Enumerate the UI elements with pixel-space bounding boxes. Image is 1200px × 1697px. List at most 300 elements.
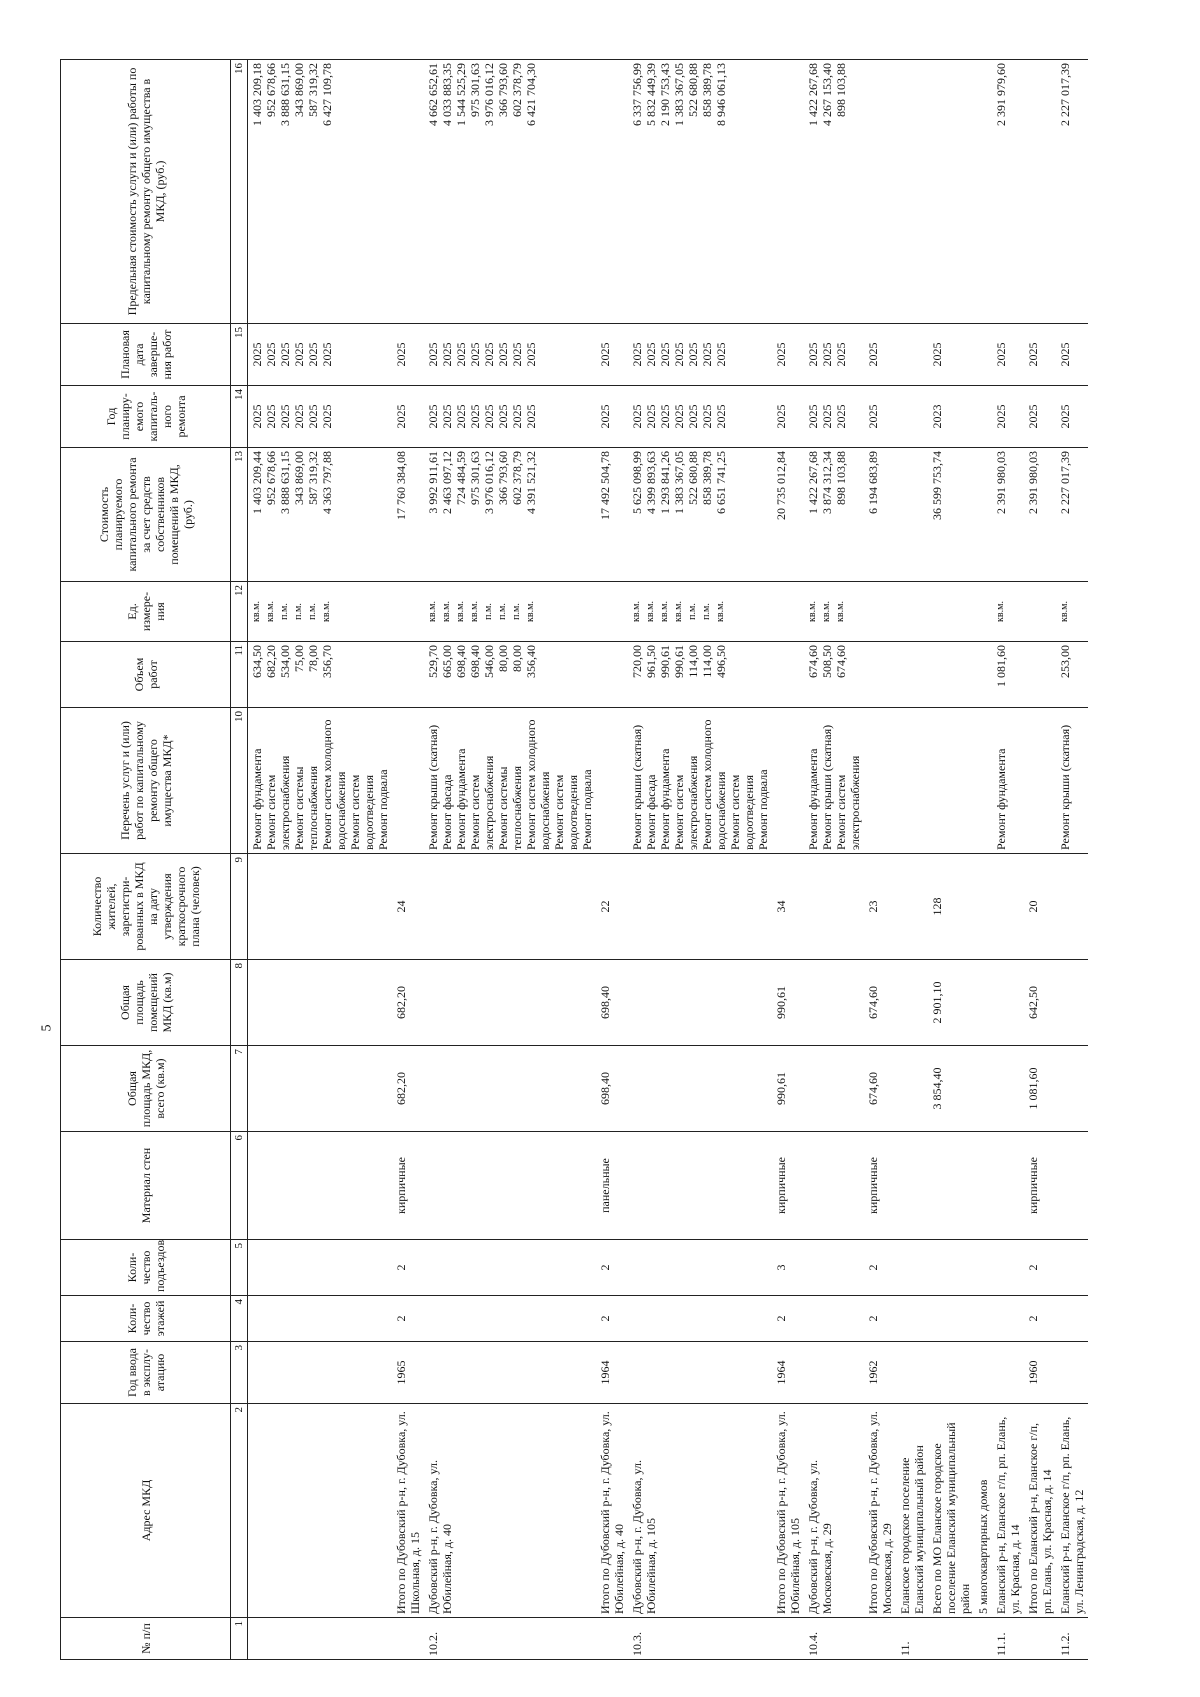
row-end-date-line: 2025	[440, 342, 454, 367]
row-works-line: Ремонт систем электроснабжения	[672, 755, 700, 850]
row-works	[992, 708, 1024, 854]
header-residents: Количество жителей, зарегистри-рованных в МКД на дату утверждения краткосрочного плана (человек)	[61, 854, 231, 960]
row-year	[992, 1342, 1024, 1404]
row-repair-year-line: 2025	[524, 404, 538, 429]
row-unit-line: п.м.	[279, 603, 290, 620]
row-works-line: Ремонт подвала	[580, 769, 594, 850]
row-limit-cost	[992, 60, 1024, 324]
row-end-date	[248, 324, 393, 386]
row-end-date-line: 2025	[394, 342, 408, 367]
row-area-total	[628, 1046, 772, 1132]
row-volume-line: 665,00	[440, 645, 454, 678]
row-repair-year-line: 2025	[644, 404, 658, 429]
row-area-total: 674,60	[864, 1046, 896, 1132]
row-limit-cost-line: 858 389,78	[700, 63, 714, 117]
row-end-date-line: 2025	[930, 342, 944, 367]
row-volume	[1024, 642, 1056, 708]
row-volume-line: 114,00	[686, 645, 700, 678]
row-limit-cost	[974, 60, 992, 324]
row-cost-line: 20 735 012,84	[774, 451, 788, 520]
row-volume	[1056, 642, 1088, 708]
header-walls: Материал стен	[61, 1132, 231, 1240]
row-floors	[928, 1296, 974, 1342]
row-entrances	[1056, 1240, 1088, 1296]
row-works	[772, 708, 804, 854]
row-area-rooms: 682,20	[392, 960, 424, 1046]
row-floors	[804, 1296, 864, 1342]
row-cost-line: 975 301,63	[468, 451, 482, 505]
row-year	[424, 1342, 596, 1404]
row-residents	[896, 854, 928, 960]
row-address: Итого по Дубовский р-н, г. Дубовка, ул. Московская, д. 29	[864, 1404, 896, 1618]
row-area-rooms: 674,60	[864, 960, 896, 1046]
row-year: 1965	[392, 1342, 424, 1404]
row-floors: 2	[392, 1296, 424, 1342]
row-limit-cost-line: 4 033 883,35	[440, 63, 454, 126]
row-end-date-line: 2025	[834, 342, 848, 367]
row-repair-year-line: 2025	[278, 404, 292, 429]
row-floors	[424, 1296, 596, 1342]
row-entrances	[974, 1240, 992, 1296]
row-works-line: Ремонт систем водоотведения	[552, 774, 580, 850]
colnum: 4	[231, 1296, 248, 1342]
row-walls: кирпичные	[1024, 1132, 1056, 1240]
row-volume-line: 534,00	[278, 645, 292, 678]
row-cost-line: 2 227 017,39	[1058, 451, 1072, 514]
table-row	[424, 60, 596, 1660]
colnum: 2	[231, 1404, 248, 1618]
row-repair-year-line: 2025	[482, 404, 496, 429]
row-year	[628, 1342, 772, 1404]
colnum: 11	[231, 642, 248, 708]
row-volume-line: 496,50	[714, 645, 728, 678]
table-body	[248, 60, 1089, 1660]
row-address: Дубовский р-н, г. Дубовка, ул. Юбилейная, д. 105	[628, 1404, 772, 1618]
row-limit-cost-line: 587 319,32	[306, 63, 320, 117]
row-end-date-line: 2025	[250, 342, 264, 367]
row-limit-cost-line: 5 832 449,39	[644, 63, 658, 126]
row-repair-year-line: 2025	[468, 404, 482, 429]
row-volume-line: 80,00	[510, 645, 524, 672]
row-cost-line: 952 678,66	[264, 451, 278, 505]
row-end-date-line: 2025	[630, 342, 644, 367]
row-repair-year	[628, 386, 772, 448]
row-number: 11.2.	[1056, 1618, 1088, 1660]
row-entrances	[804, 1240, 864, 1296]
row-end-date-line: 2025	[714, 342, 728, 367]
row-repair-year-line: 2023	[930, 404, 944, 429]
row-limit-cost	[772, 60, 804, 324]
row-limit-cost-line: 4 662 652,61	[426, 63, 440, 126]
row-unit-line: кв.м.	[835, 601, 846, 622]
row-unit	[392, 582, 424, 642]
row-works	[392, 708, 424, 854]
row-residents: 128	[928, 854, 974, 960]
row-cost-line: 522 680,88	[686, 451, 700, 505]
row-address: Дубовский р-н, г. Дубовка, ул. Московская, д. 29	[804, 1404, 864, 1618]
row-repair-year-line: 2025	[994, 404, 1008, 429]
row-volume-line: 1 081,60	[994, 645, 1008, 687]
row-works	[596, 708, 628, 854]
row-cost-line: 2 391 980,03	[994, 451, 1008, 514]
row-unit	[864, 582, 896, 642]
row-unit-line: п.м.	[701, 603, 712, 620]
row-end-date-line: 2025	[644, 342, 658, 367]
row-works	[896, 708, 928, 854]
row-limit-cost-line: 343 869,00	[292, 63, 306, 117]
row-area-total	[1056, 1046, 1088, 1132]
row-volume-line: 529,70	[426, 645, 440, 678]
row-end-date-line: 2025	[454, 342, 468, 367]
row-area-rooms	[974, 960, 992, 1046]
row-limit-cost	[392, 60, 424, 324]
row-cost-line: 858 389,78	[700, 451, 714, 505]
row-entrances	[424, 1240, 596, 1296]
row-cost-line: 366 793,60	[496, 451, 510, 505]
row-volume	[804, 642, 864, 708]
row-volume-line: 990,61	[672, 645, 686, 678]
row-number	[864, 1618, 896, 1660]
row-repair-year-line: 2025	[672, 404, 686, 429]
row-area-total	[248, 1046, 393, 1132]
colnum: 13	[231, 448, 248, 582]
row-limit-cost	[248, 60, 393, 324]
row-area-total: 682,20	[392, 1046, 424, 1132]
header-area-total: Общая площадь МКД, всего (кв.м)	[61, 1046, 231, 1132]
row-entrances	[928, 1240, 974, 1296]
table-row	[992, 60, 1024, 1660]
row-end-date-line: 2025	[306, 342, 320, 367]
row-unit-line: кв.м.	[525, 601, 536, 622]
row-repair-year-line: 2025	[250, 404, 264, 429]
row-floors	[896, 1296, 928, 1342]
row-unit-line: кв.м.	[441, 601, 452, 622]
row-walls	[804, 1132, 864, 1240]
row-year	[896, 1342, 928, 1404]
row-cost-line: 6 651 741,25	[714, 451, 728, 514]
row-number: 10.2.	[424, 1618, 596, 1660]
row-works-line: Ремонт систем электроснабжения	[834, 755, 862, 850]
row-limit-cost-line	[598, 63, 612, 320]
row-residents	[248, 854, 393, 960]
row-volume-line: 80,00	[496, 645, 510, 672]
row-repair-year-line: 2025	[320, 404, 334, 429]
row-cost	[392, 448, 424, 582]
row-unit-line: кв.м.	[1059, 601, 1070, 622]
row-volume-line: 78,00	[306, 645, 320, 672]
row-end-date	[596, 324, 628, 386]
row-works-line: Ремонт крыши (скатная)	[426, 724, 440, 850]
row-area-total	[974, 1046, 992, 1132]
row-address: Всего по МО Еланское городское поселение Еланский муниципальный район	[928, 1404, 974, 1618]
row-unit-line: п.м.	[293, 603, 304, 620]
row-volume-line: 508,50	[820, 645, 834, 678]
row-walls	[1056, 1132, 1088, 1240]
row-works	[864, 708, 896, 854]
row-end-date-line: 2025	[866, 342, 880, 367]
colnum: 7	[231, 1046, 248, 1132]
header-address: Адрес МКД	[61, 1404, 231, 1618]
row-area-total	[992, 1046, 1024, 1132]
row-cost-line: 898 103,88	[834, 451, 848, 505]
row-cost	[424, 448, 596, 582]
row-works-line: Ремонт фундамента	[806, 748, 820, 850]
row-repair-year-line: 2025	[658, 404, 672, 429]
header-year: Год ввода в эксплу-атацию	[61, 1342, 231, 1404]
row-end-date-line: 2025	[426, 342, 440, 367]
row-number	[596, 1618, 628, 1660]
row-cost-line: 587 319,32	[306, 451, 320, 505]
row-cost	[1024, 448, 1056, 582]
row-repair-year-line: 2025	[598, 404, 612, 429]
row-works-line: Ремонт системы теплоснабжения	[496, 766, 524, 850]
row-repair-year-line: 2025	[630, 404, 644, 429]
table-row	[896, 60, 928, 1660]
row-entrances: 3	[772, 1240, 804, 1296]
row-unit-line: кв.м.	[673, 601, 684, 622]
row-cost-line: 36 599 753,74	[930, 451, 944, 520]
colnum: 5	[231, 1240, 248, 1296]
row-end-date-line: 2025	[686, 342, 700, 367]
row-works-line: Ремонт крыши (скатная)	[1058, 724, 1072, 850]
row-volume-line: 114,00	[700, 645, 714, 678]
rotated-page-content	[60, 60, 1140, 1660]
row-works-line: Ремонт фундамента	[454, 748, 468, 850]
row-cost	[992, 448, 1024, 582]
row-volume-line: 682,20	[264, 645, 278, 678]
row-walls	[928, 1132, 974, 1240]
row-limit-cost-line: 6 421 704,30	[524, 63, 538, 126]
row-works-line: Ремонт системы теплоснабжения	[292, 766, 320, 850]
row-year	[248, 1342, 393, 1404]
row-address: Еланский р-н, Еланское г/п, рп. Елань, ул. Красная, д. 14	[992, 1404, 1024, 1618]
row-limit-cost	[628, 60, 772, 324]
row-limit-cost	[424, 60, 596, 324]
row-volume-line: 253,00	[1058, 645, 1072, 678]
row-area-rooms	[628, 960, 772, 1046]
row-limit-cost	[864, 60, 896, 324]
row-volume-line: 698,40	[454, 645, 468, 678]
row-floors	[992, 1296, 1024, 1342]
row-limit-cost-line: 2 391 979,60	[994, 63, 1008, 126]
header-cost: Стоимость планируемого капитального ремонта за счет средств собственников помещений в МКД, (руб.)	[61, 448, 231, 582]
row-repair-year	[248, 386, 393, 448]
row-floors: 2	[864, 1296, 896, 1342]
row-residents	[992, 854, 1024, 960]
row-walls	[896, 1132, 928, 1240]
row-unit-line: кв.м.	[455, 601, 466, 622]
row-unit-line: кв.м.	[469, 601, 480, 622]
row-unit	[974, 582, 992, 642]
row-cost-line: 3 874 312,34	[820, 451, 834, 514]
row-end-date	[772, 324, 804, 386]
row-volume	[928, 642, 974, 708]
row-end-date	[928, 324, 974, 386]
row-end-date-line: 2025	[510, 342, 524, 367]
row-year: 1962	[864, 1342, 896, 1404]
row-number: 10.3.	[628, 1618, 772, 1660]
row-unit	[596, 582, 628, 642]
row-walls: кирпичные	[772, 1132, 804, 1240]
row-repair-year	[596, 386, 628, 448]
row-limit-cost	[896, 60, 928, 324]
row-unit	[424, 582, 596, 642]
row-address: Итого по Дубовский р-н, г. Дубовка, ул. Школьная, д. 15	[392, 1404, 424, 1618]
row-cost-line: 6 194 683,89	[866, 451, 880, 514]
row-works	[928, 708, 974, 854]
row-repair-year-line: 2025	[686, 404, 700, 429]
page-number: 5	[39, 1024, 55, 1032]
row-limit-cost-line: 8 946 061,13	[714, 63, 728, 126]
row-end-date-line: 2025	[672, 342, 686, 367]
row-number	[1024, 1618, 1056, 1660]
row-works	[974, 708, 992, 854]
table-row	[974, 60, 992, 1660]
row-end-date-line: 2025	[1026, 342, 1040, 367]
row-unit-line: кв.м.	[251, 601, 262, 622]
header-row	[61, 60, 231, 1660]
row-unit	[896, 582, 928, 642]
row-works	[1056, 708, 1088, 854]
row-floors: 2	[772, 1296, 804, 1342]
row-residents: 34	[772, 854, 804, 960]
row-area-total	[896, 1046, 928, 1132]
row-end-date	[628, 324, 772, 386]
row-number	[392, 1618, 424, 1660]
row-limit-cost	[596, 60, 628, 324]
row-repair-year-line: 2025	[292, 404, 306, 429]
row-cost-line: 3 888 631,15	[278, 451, 292, 514]
row-area-rooms	[424, 960, 596, 1046]
row-cost-line: 1 293 841,26	[658, 451, 672, 514]
row-works-line: Ремонт фасада	[644, 774, 658, 850]
table-row	[1056, 60, 1088, 1660]
row-limit-cost-line	[1026, 63, 1040, 320]
row-cost-line: 1 383 367,05	[672, 451, 686, 514]
row-limit-cost-line	[774, 63, 788, 320]
row-number	[248, 1618, 393, 1660]
row-limit-cost-line: 522 680,88	[686, 63, 700, 117]
row-end-date	[804, 324, 864, 386]
row-limit-cost-line: 3 888 631,15	[278, 63, 292, 126]
row-end-date-line: 2025	[320, 342, 334, 367]
row-end-date	[1024, 324, 1056, 386]
row-volume	[248, 642, 393, 708]
row-unit-line: кв.м.	[995, 601, 1006, 622]
row-volume-line: 75,00	[292, 645, 306, 672]
row-cost-line: 5 625 098,99	[630, 451, 644, 514]
colnum: 12	[231, 582, 248, 642]
table-row	[596, 60, 628, 1660]
row-cost	[928, 448, 974, 582]
row-volume-line: 634,50	[250, 645, 264, 678]
row-works	[804, 708, 864, 854]
row-limit-cost-line	[866, 63, 880, 320]
row-limit-cost-line: 1 544 525,29	[454, 63, 468, 126]
row-cost-line: 1 403 209,44	[250, 451, 264, 514]
row-residents: 24	[392, 854, 424, 960]
row-walls	[628, 1132, 772, 1240]
row-limit-cost-line: 898 103,88	[834, 63, 848, 117]
table-row	[1024, 60, 1056, 1660]
row-entrances	[628, 1240, 772, 1296]
row-area-total	[424, 1046, 596, 1132]
row-limit-cost-line: 602 378,79	[510, 63, 524, 117]
row-number	[772, 1618, 804, 1660]
row-works-line: Ремонт подвала	[756, 769, 770, 850]
row-cost-line: 3 992 911,61	[426, 451, 440, 514]
row-limit-cost	[928, 60, 974, 324]
row-unit-line: кв.м.	[807, 601, 818, 622]
row-cost-line: 602 378,79	[510, 451, 524, 505]
row-residents	[424, 854, 596, 960]
row-end-date	[974, 324, 992, 386]
row-repair-year	[1024, 386, 1056, 448]
colnum: 14	[231, 386, 248, 448]
row-limit-cost	[1024, 60, 1056, 324]
colnum: 9	[231, 854, 248, 960]
row-residents: 20	[1024, 854, 1056, 960]
row-unit-line: кв.м.	[659, 601, 670, 622]
row-unit	[928, 582, 974, 642]
row-unit-line: п.м.	[483, 603, 494, 620]
row-walls	[424, 1132, 596, 1240]
row-volume	[864, 642, 896, 708]
row-volume-line: 674,60	[834, 645, 848, 678]
row-volume	[628, 642, 772, 708]
row-repair-year-line: 2025	[806, 404, 820, 429]
row-end-date	[896, 324, 928, 386]
row-unit	[1024, 582, 1056, 642]
row-number: 10.4.	[804, 1618, 864, 1660]
row-walls	[248, 1132, 393, 1240]
row-residents	[628, 854, 772, 960]
row-volume-line: 546,00	[482, 645, 496, 678]
colnum: 6	[231, 1132, 248, 1240]
row-cost	[772, 448, 804, 582]
row-volume-line: 356,40	[524, 645, 538, 678]
row-repair-year	[896, 386, 928, 448]
row-volume-line: 990,61	[658, 645, 672, 678]
row-address	[248, 1404, 393, 1618]
row-cost	[628, 448, 772, 582]
row-area-total: 3 854,40	[928, 1046, 974, 1132]
row-walls	[992, 1132, 1024, 1240]
row-cost-line: 343 869,00	[292, 451, 306, 505]
row-unit	[804, 582, 864, 642]
row-unit-line: кв.м.	[645, 601, 656, 622]
row-number: 11.	[896, 1618, 928, 1660]
header-entrances: Коли-чество подъездов	[61, 1240, 231, 1296]
row-works	[1024, 708, 1056, 854]
colnum: 3	[231, 1342, 248, 1404]
row-repair-year	[928, 386, 974, 448]
table-row	[772, 60, 804, 1660]
header-end-date: Плановая дата заверше-ния работ	[61, 324, 231, 386]
row-cost-line: 1 422 267,68	[806, 451, 820, 514]
row-end-date-line: 2025	[1058, 342, 1072, 367]
row-works	[628, 708, 772, 854]
row-entrances	[896, 1240, 928, 1296]
row-unit-line: п.м.	[511, 603, 522, 620]
header-volume: Объем работ	[61, 642, 231, 708]
row-end-date-line: 2025	[806, 342, 820, 367]
header-unit: Ед. измере-ния	[61, 582, 231, 642]
row-area-rooms: 990,61	[772, 960, 804, 1046]
row-end-date-line: 2025	[598, 342, 612, 367]
row-repair-year	[992, 386, 1024, 448]
row-limit-cost-line: 975 301,63	[468, 63, 482, 117]
